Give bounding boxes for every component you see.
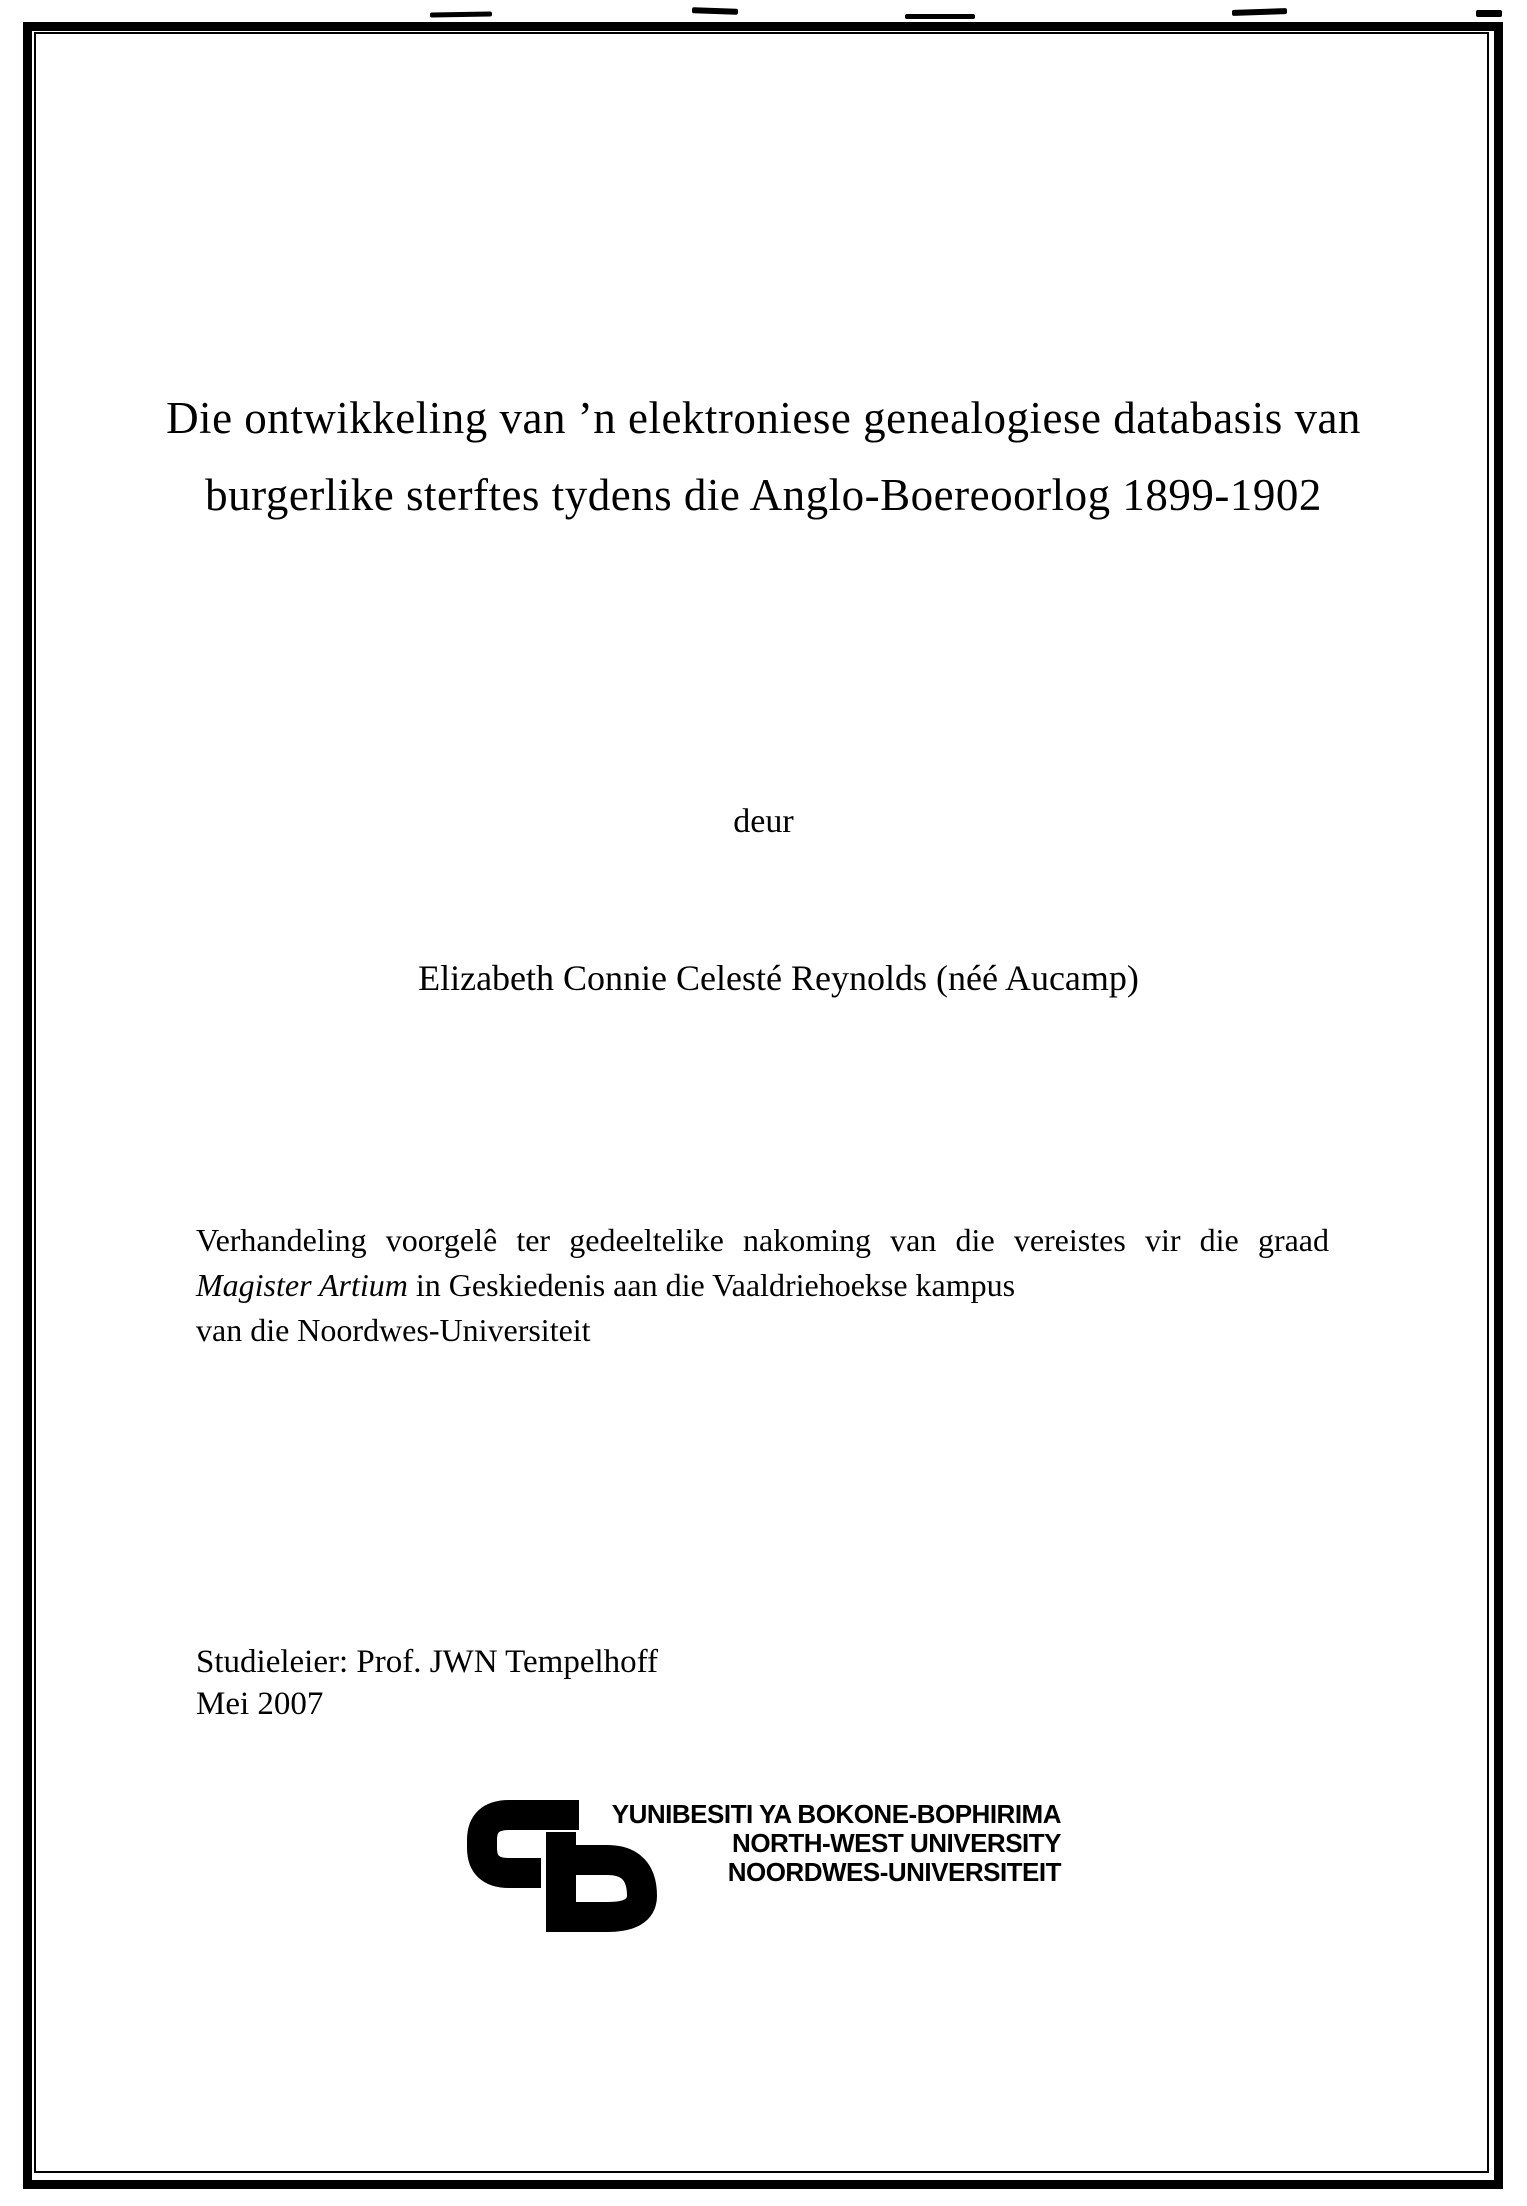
degree-name-italic: Magister Artium	[196, 1267, 408, 1303]
thesis-title-line1: Die ontwikkeling van ’n elektroniese genealogiese databasis van	[166, 393, 1361, 443]
scan-artifact	[1232, 8, 1287, 16]
date-line: Mei 2007	[196, 1686, 324, 1722]
byline-deur: deur	[733, 803, 794, 840]
supervisor-block	[196, 1641, 658, 1725]
logo-text-line1: YUNIBESITI YA BOKONE-BOPHIRIMA	[611, 1799, 1061, 1829]
supervisor-line: Studieleier: Prof. JWN Tempelhoff	[196, 1644, 659, 1680]
author-name: Elizabeth Connie Celesté Reynolds (néé Aucamp)	[418, 958, 1139, 998]
scan-artifact	[430, 11, 492, 17]
thesis-title	[60, 380, 1467, 534]
scan-artifact	[692, 7, 738, 15]
thesis-title-line2: burgerlike sterftes tydens die Anglo-Boereoorlog 1899-1902	[205, 470, 1322, 520]
logo-text-line3: NOORDWES-UNIVERSITEIT	[727, 1857, 1061, 1887]
statement-part2: in Geskiedenis aan die Vaaldriehoekse kampus	[407, 1267, 1016, 1303]
logo-text-line2: NORTH-WEST UNIVERSITY	[732, 1828, 1061, 1858]
statement-part1: Verhandeling voorgelê ter gedeeltelike nakoming van die vereistes vir die graad	[196, 1222, 1329, 1258]
scan-artifact	[1476, 10, 1502, 17]
thesis-statement	[196, 1218, 1329, 1353]
scan-artifact	[905, 14, 975, 19]
university-logo-text	[561, 1800, 1061, 1887]
statement-part3: van die Noordwes-Universiteit	[196, 1312, 591, 1348]
